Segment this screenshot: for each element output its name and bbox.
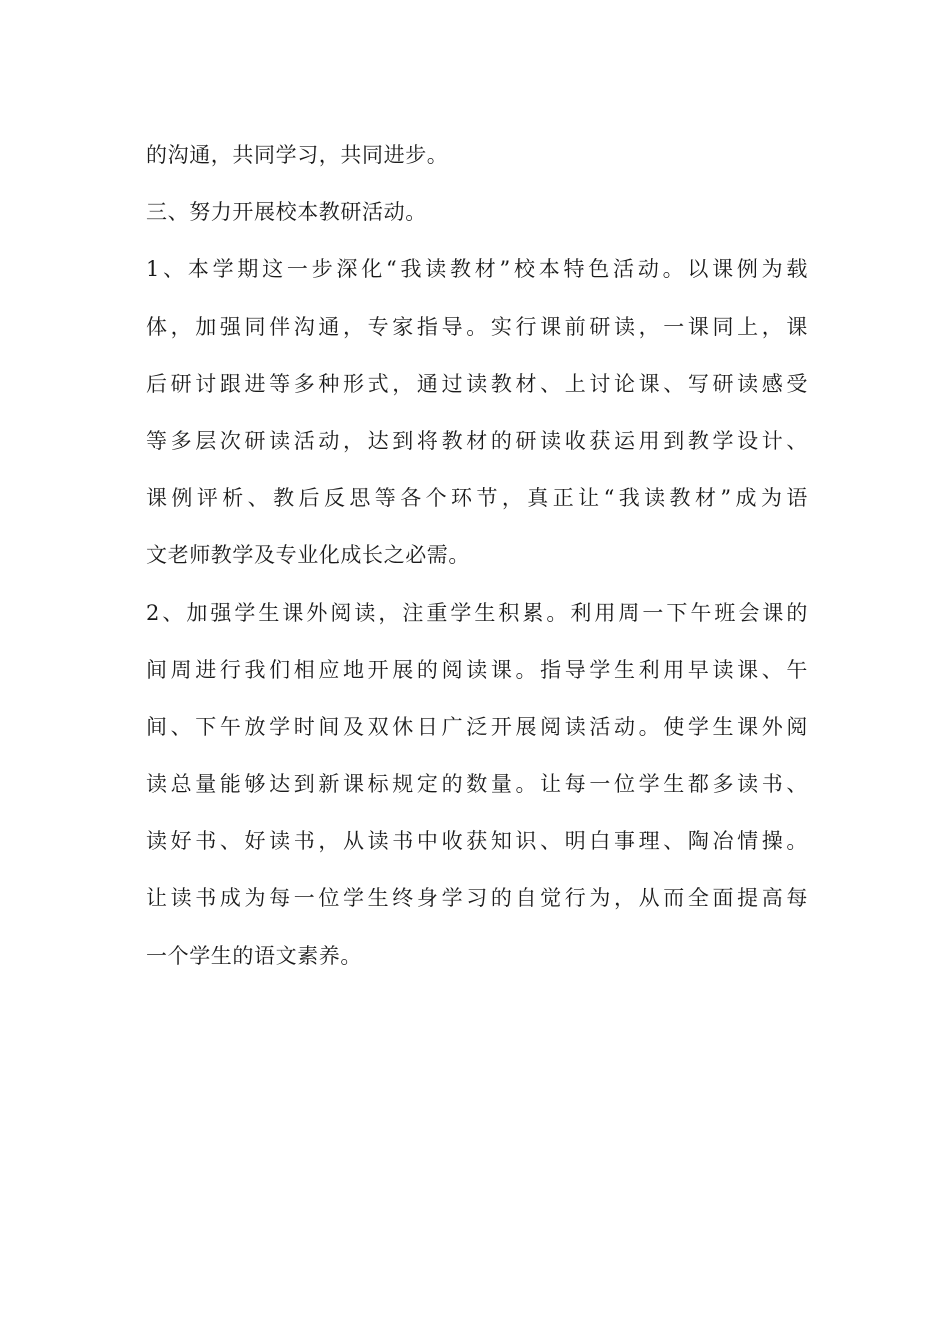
- text-line: 2、加强学生课外阅读，注重学生积累。利用周一下午班会课的: [146, 600, 808, 625]
- text-line: 读好书、好读书，从读书中收获知识、明白事理、陶冶情操。: [146, 829, 808, 854]
- section-heading: 三、努力开展校本教研活动。: [146, 200, 427, 225]
- text-line: 1、本学期这一步深化“我读教材”校本特色活动。以课例为载: [146, 257, 808, 282]
- text-line: 后研讨跟进等多种形式，通过读教材、上讨论课、写研读感受: [146, 371, 808, 396]
- text-line: 体，加强同伴沟通，专家指导。实行课前研读，一课同上，课: [146, 314, 808, 339]
- document-body: [146, 127, 808, 985]
- text-line: 课例评析、教后反思等各个环节，真正让“我读教材”成为语: [146, 486, 808, 511]
- text-line: 让读书成为每一位学生终身学习的自觉行为，从而全面提高每: [146, 886, 808, 911]
- text-line: 读总量能够达到新课标规定的数量。让每一位学生都多读书、: [146, 772, 808, 797]
- text-line: 的沟通，共同学习，共同进步。: [146, 143, 449, 167]
- text-line: 间周进行我们相应地开展的阅读课。指导学生利用早读课、午: [146, 657, 808, 682]
- text-line: 等多层次研读活动，达到将教材的研读收获运用到教学设计、: [146, 428, 808, 453]
- text-line: 文老师教学及专业化成长之必需。: [146, 543, 470, 568]
- text-line: 间、下午放学时间及双休日广泛开展阅读活动。使学生课外阅: [146, 714, 808, 739]
- text-line: 一个学生的语文素养。: [146, 943, 362, 968]
